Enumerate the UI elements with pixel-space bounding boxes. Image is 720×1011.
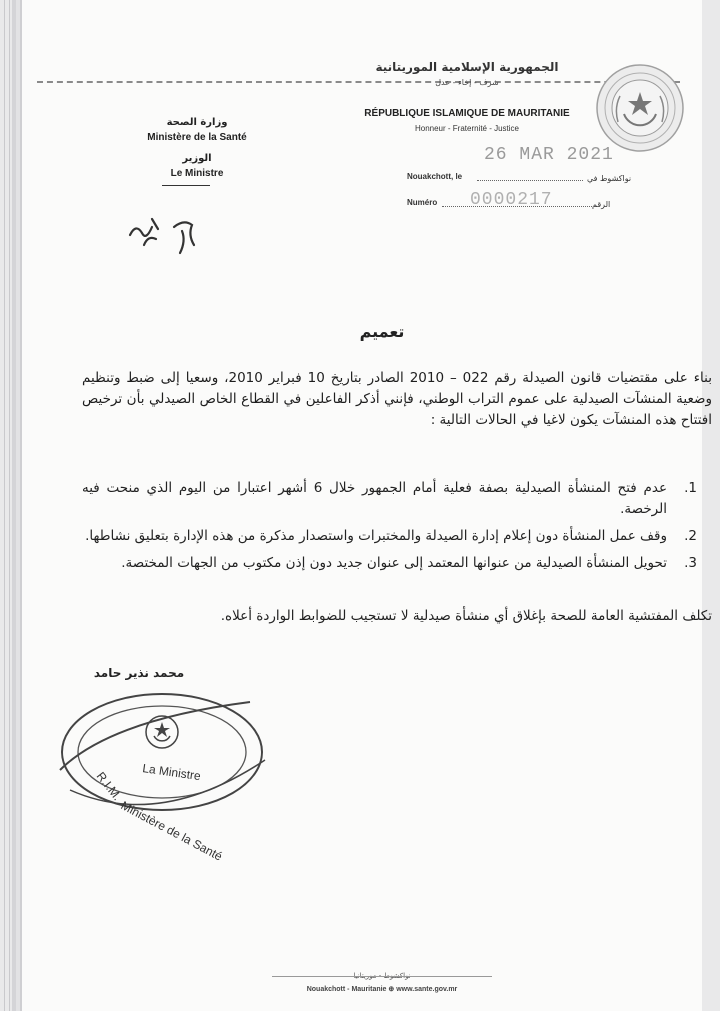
national-emblem-icon [594, 62, 686, 154]
number-stamp: 0000217 [470, 190, 553, 210]
number-label-ar: الرقم [592, 200, 611, 209]
ministry-french: Ministère de la Santé [147, 132, 247, 143]
ministry-arabic: وزارة الصحة [166, 117, 228, 128]
footer-arabic: نواكشوط - موريتانيا [353, 972, 411, 980]
list-item [82, 526, 697, 547]
place-label-ar: نواكشوط في [587, 174, 632, 183]
list-text: عدم فتح المنشأة الصيدلية بصفة فعلية أمام الجمهور خلال 6 أشهر اعتبارا من اليوم الذي منحت فيه الرخصة. [82, 480, 668, 517]
intro-text: بناء على مقتضيات قانون الصيدلة رقم 022 – 2010 الصادر بتاريخ 10 فبراير 2010، وسعيا إلى ضبط وتنظيم وضعية المنشآت الصيدلية على عموم التراب الوطني، فإنني أذكر الفاعلين في القطاع الخاص الصيدلي بأن ترخيص افتتاح هذه المنشآت يكون لاغيا في الحالات التالية : [82, 370, 712, 428]
list-item [82, 553, 697, 574]
place-label-fr: Nouakchott, le [407, 172, 463, 181]
list-number: 2. [684, 528, 697, 544]
signer-name: محمد نذير حامد [93, 666, 185, 680]
document-page [22, 0, 712, 1011]
closing-paragraph: تكلف المفتشية العامة للصحة بإغلاق أي منشأة صيدلية لا تستجيب للضوابط الواردة أعلاه. [220, 608, 712, 624]
list-item [82, 478, 697, 520]
ministry-block [112, 115, 282, 181]
list-text: تحويل المنشأة الصيدلية من عنوانها المعتمد إلى عنوان جديد دون إذن مكتوب من الجهات المختصة. [121, 555, 667, 571]
official-seal [50, 680, 275, 864]
header-arabic-motto: شرف - إخاء - عدل [435, 78, 499, 87]
list-number: 1. [684, 480, 697, 496]
minister-arabic: الوزير [182, 153, 212, 164]
svg-text:Ministère de la Santé: Ministère de la Santé [118, 798, 225, 864]
svg-text:R.I.M.: R.I.M. [93, 769, 125, 804]
date-stamp: 26 MAR 2021 [484, 145, 614, 165]
conditions-list [82, 478, 697, 580]
list-text: وقف عمل المنشأة دون إعلام إدارة الصيدلة والمختبرات واستصدار مذكرة من هذه الإدارة بتعليق نشاطها. [85, 528, 667, 544]
header-arabic-republic: الجمهورية الإسلامية الموريتانية [375, 60, 559, 74]
intro-paragraph [82, 368, 712, 431]
svg-text:La Ministre: La Ministre [141, 761, 202, 784]
document-title: تعميم [359, 322, 405, 341]
header-french-republic: RÉPUBLIQUE ISLAMIQUE DE MAURITANIE [364, 108, 570, 119]
number-dotted-line [442, 206, 592, 207]
handwritten-initials [122, 205, 212, 260]
footer-rule [272, 976, 492, 977]
footer-french: Nouakchott - Mauritanie ⊕ www.sante.gov.mr [306, 986, 458, 993]
date-dotted-line [477, 180, 583, 181]
list-number: 3. [684, 555, 697, 571]
minister-french: Le Ministre [170, 168, 224, 179]
header-french-motto: Honneur - Fraternité - Justice [414, 124, 520, 133]
ministry-rule [162, 185, 210, 186]
number-label-fr: Numéro [407, 198, 438, 207]
